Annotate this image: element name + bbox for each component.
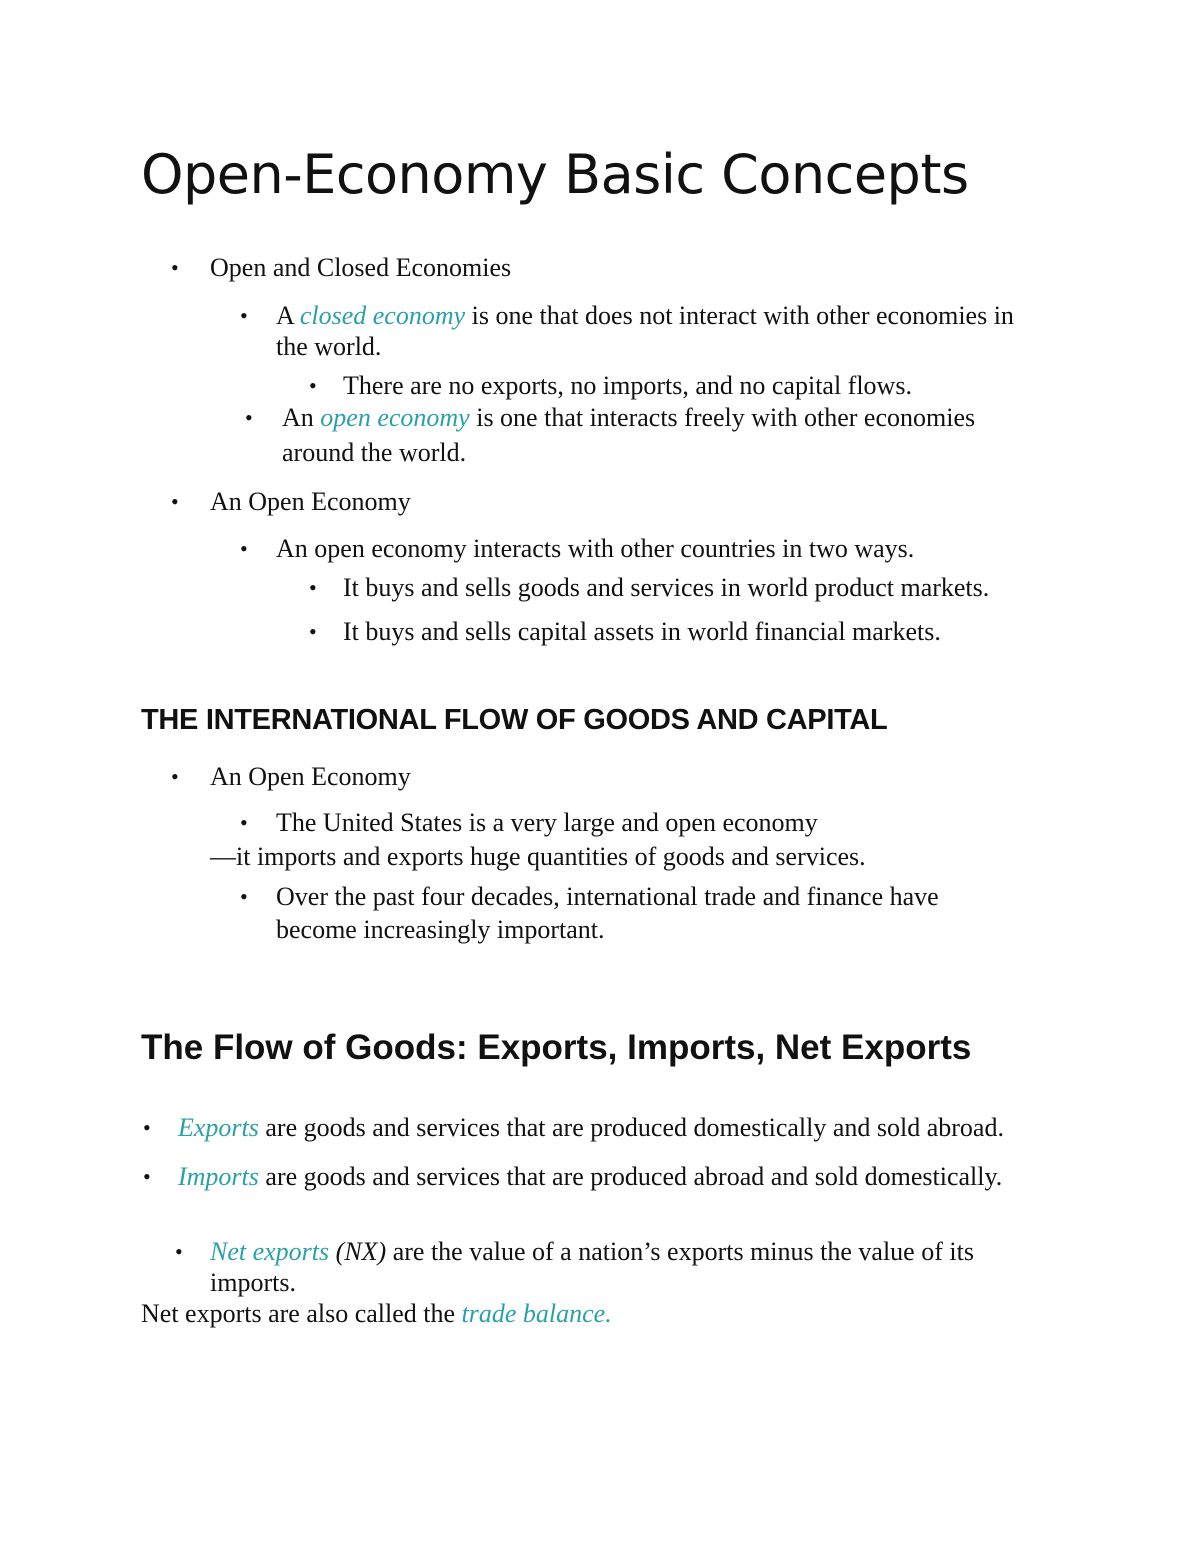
text: An (282, 403, 321, 432)
bullet: • (143, 1164, 151, 1189)
text: is one that interacts freely with other economies (469, 403, 976, 432)
text: A (276, 301, 300, 330)
list-item: An Open Economy (210, 762, 411, 791)
bullet: • (171, 489, 179, 514)
term-net-exports: Net exports (210, 1237, 330, 1266)
bullet: • (240, 536, 248, 561)
closed-economy-definition (276, 301, 1014, 331)
bullet: • (171, 764, 179, 789)
trade-balance-sentence (141, 1299, 612, 1329)
text: . (605, 1299, 612, 1328)
section-heading: The Flow of Goods: Exports, Imports, Net Exports (141, 1028, 972, 1067)
bullet: • (240, 884, 248, 909)
exports-definition (178, 1113, 1004, 1143)
bullet: • (309, 373, 317, 398)
bullet: • (171, 255, 179, 280)
term-open-economy: open economy (320, 403, 470, 432)
bullet: • (309, 575, 317, 600)
list-item-continuation: around the world. (282, 438, 467, 467)
text: is one that does not interact with other economies in (465, 301, 1014, 330)
term-exports: Exports (178, 1113, 259, 1142)
term-trade-balance: trade balance (461, 1299, 606, 1328)
list-item: It buys and sells goods and services in world product markets. (343, 573, 990, 602)
list-item: It buys and sells capital assets in world financial markets. (343, 617, 941, 646)
bullet: • (245, 405, 253, 430)
list-item-continuation: become increasingly important. (276, 915, 605, 944)
list-item: Open and Closed Economies (210, 253, 512, 282)
term-imports: Imports (178, 1162, 259, 1191)
list-item: There are no exports, no imports, and no capital flows. (343, 371, 912, 400)
text: are goods and services that are produced abroad and sold domestically. (258, 1162, 1003, 1191)
list-item: The United States is a very large and open economy (276, 808, 818, 837)
open-economy-definition (282, 403, 975, 433)
list-item-continuation: the world. (276, 332, 382, 361)
text: are the value of a nation’s exports minus the value of its (386, 1237, 974, 1266)
bullet: • (143, 1115, 151, 1140)
nx-abbreviation: (NX) (329, 1237, 387, 1266)
net-exports-definition (210, 1237, 974, 1267)
imports-definition (178, 1162, 1002, 1192)
text: Net exports are also called the (141, 1299, 462, 1328)
section-heading: THE INTERNATIONAL FLOW OF GOODS AND CAPITAL (141, 704, 888, 736)
list-item-continuation: imports. (210, 1268, 296, 1297)
list-item: An Open Economy (210, 487, 411, 516)
bullet: • (175, 1239, 183, 1264)
page-title: Open-Economy Basic Concepts (141, 143, 969, 206)
list-item: An open economy interacts with other countries in two ways. (276, 534, 915, 563)
text: are goods and services that are produced domestically and sold abroad. (258, 1113, 1004, 1142)
list-item: Over the past four decades, international trade and finance have (276, 882, 939, 911)
bullet: • (240, 810, 248, 835)
bullet: • (309, 619, 317, 644)
term-closed-economy: closed economy (299, 301, 466, 330)
bullet: • (240, 303, 248, 328)
paragraph: —it imports and exports huge quantities of goods and services. (210, 842, 866, 871)
